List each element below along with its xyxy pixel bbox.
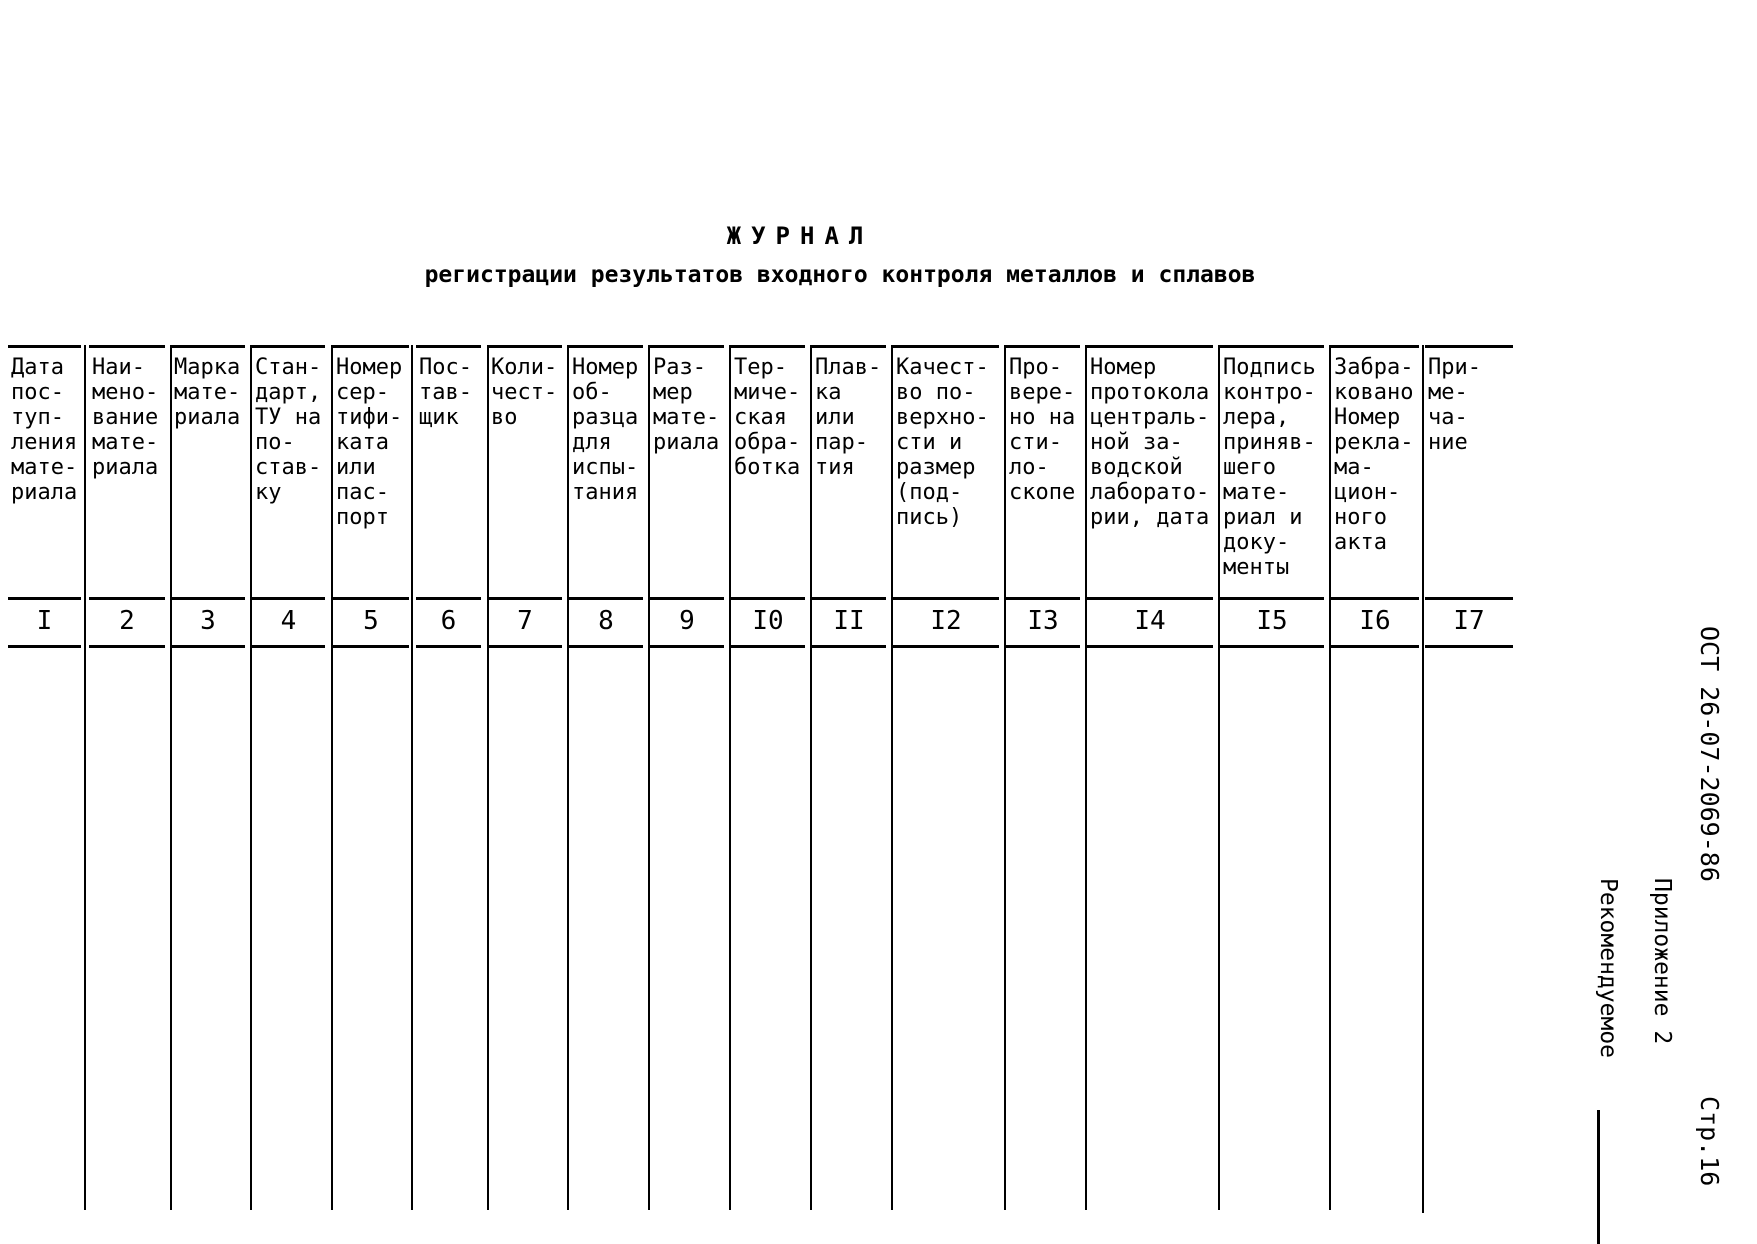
number-row-rule <box>89 645 165 648</box>
column-number: I2 <box>930 606 962 636</box>
number-row-rule <box>1425 645 1513 648</box>
header-top-rule <box>416 345 481 348</box>
column-separator <box>810 345 812 1210</box>
header-top-rule <box>893 345 999 348</box>
column-number: 4 <box>280 606 297 636</box>
number-row-rule <box>488 645 562 648</box>
column-separator <box>891 345 893 1210</box>
header-bottom-rule <box>171 597 245 600</box>
column-number: 3 <box>200 606 216 636</box>
header-top-rule <box>1425 345 1513 348</box>
number-row-rule <box>569 645 643 648</box>
column-separator <box>170 345 172 1210</box>
appendix-status: Рекомендуемое <box>1595 878 1621 1059</box>
column-number: I3 <box>1027 606 1059 636</box>
column-separator <box>567 345 569 1210</box>
header-top-rule <box>650 345 724 348</box>
column-separator <box>250 345 252 1210</box>
journal-title: ЖУРНАЛ <box>726 222 874 250</box>
number-row-rule <box>812 645 886 648</box>
column-number: 8 <box>598 606 614 636</box>
margin-rule <box>1597 1110 1600 1244</box>
header-bottom-rule <box>416 597 481 600</box>
number-row-rule <box>171 645 245 648</box>
header-top-rule <box>333 345 409 348</box>
header-bottom-rule <box>1331 597 1419 600</box>
column-header: Марка мате- риала <box>174 355 241 430</box>
header-top-rule <box>1087 345 1213 348</box>
column-header: Плав- ка или пар- тия <box>815 355 882 480</box>
column-header: Стан- дарт, ТУ на по- став- ку <box>255 355 322 505</box>
header-top-rule <box>8 345 81 348</box>
column-separator <box>1329 345 1331 1210</box>
column-separator <box>648 345 650 1210</box>
number-row-rule <box>731 645 805 648</box>
column-separator <box>729 345 731 1210</box>
column-number: I6 <box>1359 606 1391 636</box>
column-header: Номер об- разца для испы- тания <box>572 355 639 505</box>
column-header: Номер сер- тифи- ката или пас- порт <box>336 355 403 530</box>
column-number: II <box>833 606 865 636</box>
standard-code: ОСТ 26-07-2069-86 <box>1695 626 1724 882</box>
header-bottom-rule <box>488 597 562 600</box>
header-top-rule <box>252 345 325 348</box>
column-header: Номер протокола централь- ной за- водской лаборато- рии, дата <box>1090 355 1210 530</box>
column-number: I <box>36 606 53 636</box>
header-bottom-rule <box>333 597 409 600</box>
header-bottom-rule <box>650 597 724 600</box>
column-separator <box>84 345 86 1210</box>
header-top-rule <box>1006 345 1080 348</box>
header-bottom-rule <box>1087 597 1213 600</box>
header-top-rule <box>1331 345 1419 348</box>
column-number: 7 <box>517 606 533 636</box>
column-header: Раз- мер мате- риала <box>653 355 720 455</box>
column-header: Забра- ковано Номер рекла- ма- цион- ного акта <box>1334 355 1414 555</box>
column-separator <box>1218 345 1220 1210</box>
column-separator <box>331 345 333 1210</box>
header-top-rule <box>569 345 643 348</box>
appendix-label: Приложение 2 <box>1649 878 1675 1045</box>
number-row-rule <box>893 645 999 648</box>
column-number: I7 <box>1453 606 1485 636</box>
number-row-rule <box>333 645 409 648</box>
header-bottom-rule <box>812 597 886 600</box>
column-header: Качест- во по- верхно- сти и размер (под- пись) <box>896 355 989 530</box>
column-header: При- ме- ча- ние <box>1428 355 1481 455</box>
header-bottom-rule <box>731 597 805 600</box>
column-number: 2 <box>119 606 135 636</box>
header-bottom-rule <box>1006 597 1080 600</box>
number-row-rule <box>1087 645 1213 648</box>
column-header: Дата пос- туп- ления мате- риала <box>11 355 78 505</box>
header-bottom-rule <box>893 597 999 600</box>
header-top-rule <box>89 345 165 348</box>
header-top-rule <box>488 345 562 348</box>
column-number: 5 <box>363 606 379 636</box>
column-separator <box>411 345 413 1210</box>
number-row-rule <box>650 645 724 648</box>
column-number: 6 <box>440 606 457 636</box>
page-number: Стр.16 <box>1695 1096 1724 1187</box>
column-header: Пос- тав- щик <box>419 355 472 430</box>
header-bottom-rule <box>89 597 165 600</box>
column-number: I0 <box>752 606 784 636</box>
header-bottom-rule <box>569 597 643 600</box>
number-row-rule <box>1331 645 1419 648</box>
column-header: Тер- миче- ская обра- ботка <box>734 355 801 480</box>
column-number: 9 <box>679 606 695 636</box>
column-header: Наи- мено- вание мате- риала <box>92 355 159 480</box>
column-separator <box>1422 345 1424 1213</box>
column-separator <box>1085 345 1087 1210</box>
column-header: Коли- чест- во <box>491 355 558 430</box>
column-header: Про- вере- но на сти- ло- скопе <box>1009 355 1076 505</box>
column-separator <box>1004 345 1006 1210</box>
column-number: I5 <box>1256 606 1288 636</box>
number-row-rule <box>252 645 325 648</box>
number-row-rule <box>1220 645 1324 648</box>
header-bottom-rule <box>8 597 81 600</box>
header-top-rule <box>1220 345 1324 348</box>
number-row-rule <box>8 645 81 648</box>
header-top-rule <box>171 345 245 348</box>
number-row-rule <box>1006 645 1080 648</box>
journal-subtitle: регистрации результатов входного контроля металлов и сплавов <box>424 262 1256 288</box>
column-number: I4 <box>1134 606 1166 636</box>
header-bottom-rule <box>252 597 325 600</box>
header-bottom-rule <box>1220 597 1324 600</box>
column-separator <box>487 345 489 1210</box>
number-row-rule <box>416 645 481 648</box>
header-bottom-rule <box>1425 597 1513 600</box>
header-top-rule <box>812 345 886 348</box>
column-header: Подпись контро- лера, приняв- шего мате- риал и доку- менты <box>1223 355 1316 580</box>
header-top-rule <box>731 345 805 348</box>
